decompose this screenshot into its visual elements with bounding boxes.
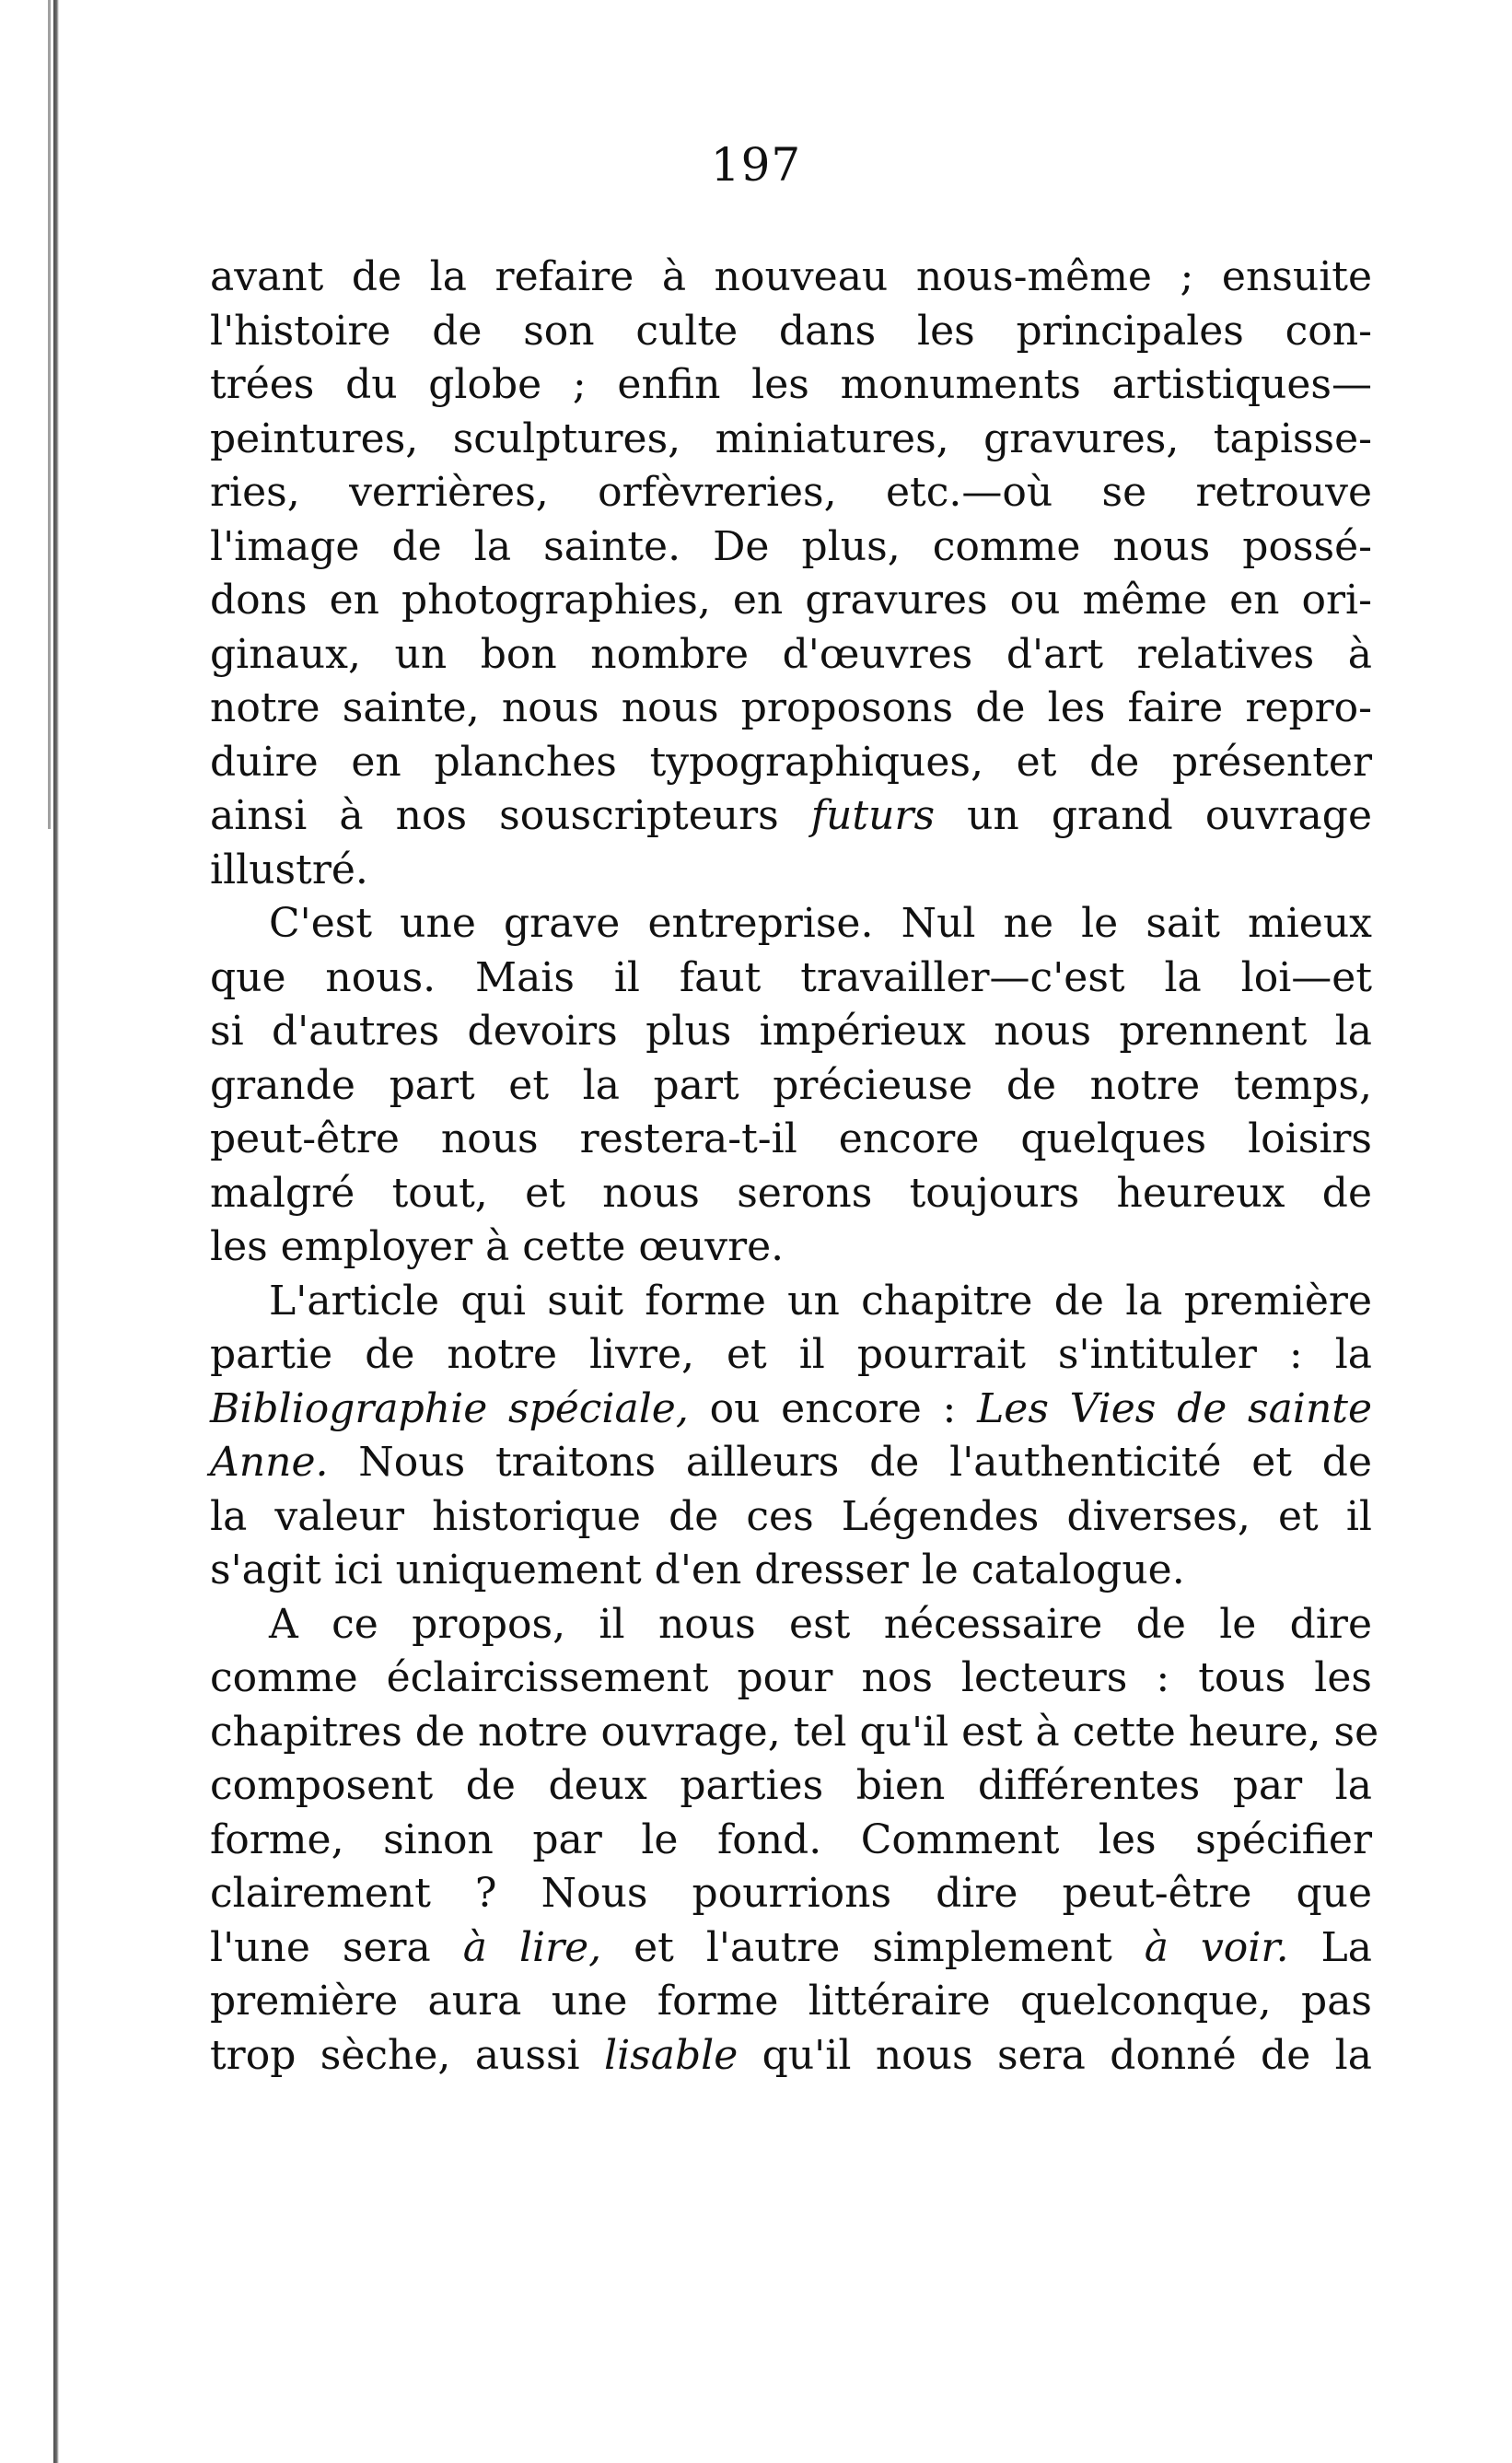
text-line xyxy=(210,574,1372,628)
text-run: composent de deux parties bien différentes par la xyxy=(210,1762,1372,1809)
italic-text: à lire, xyxy=(462,1923,602,1971)
text-line xyxy=(210,682,1372,736)
text-line xyxy=(210,1975,1372,2029)
text-run: A ce propos, il nous est nécessaire de le dire xyxy=(269,1600,1372,1648)
text-line xyxy=(210,1490,1372,1545)
text-line xyxy=(210,1652,1372,1706)
page-number: 197 xyxy=(710,138,802,192)
text-run: peut-être nous restera-t-il encore quelques loisirs xyxy=(210,1115,1372,1162)
text-run: partie de notre livre, et il pourrait s'intituler : la xyxy=(210,1331,1372,1378)
text-line xyxy=(210,251,1372,305)
text-line xyxy=(210,1328,1372,1383)
scan-binding-edge xyxy=(53,0,59,2463)
text-line xyxy=(210,1005,1372,1059)
text-line xyxy=(210,1275,1372,1329)
text-run: forme, sinon par le fond. Comment les spécifier xyxy=(210,1815,1372,1863)
text-run: comme éclaircissement pour nos lecteurs : tous les xyxy=(210,1654,1372,1701)
text-run: C'est une grave entreprise. Nul ne le sait mieux xyxy=(269,900,1372,947)
text-run: notre sainte, nous nous proposons de les faire repro- xyxy=(210,684,1372,731)
text-run: L'article qui suit forme un chapitre de la première xyxy=(269,1277,1372,1325)
text-line xyxy=(210,736,1372,790)
text-line xyxy=(210,1598,1372,1652)
text-run: peintures, sculptures, miniatures, gravures, tapisse- xyxy=(210,414,1372,462)
text-line xyxy=(210,1113,1372,1167)
text-line xyxy=(210,520,1372,575)
text-run: si d'autres devoirs plus impérieux nous prennent la xyxy=(210,1008,1372,1055)
text-run: La xyxy=(1288,1923,1372,1971)
text-run: et l'autre simplement xyxy=(601,1923,1145,1971)
text-line xyxy=(210,466,1372,520)
text-run: que nous. Mais il faut travailler—c'est la loi—et xyxy=(210,953,1372,1001)
italic-text: Anne. xyxy=(210,1439,329,1486)
text-line xyxy=(210,1220,1372,1275)
text-run: un grand ouvrage xyxy=(935,792,1372,839)
text-line xyxy=(210,1759,1372,1814)
text-line xyxy=(210,1706,1379,1760)
text-line xyxy=(210,1867,1372,1921)
text-run: ries, verrières, orfèvreries, etc.—où se retrouve xyxy=(210,469,1372,516)
text-line xyxy=(210,413,1372,467)
text-run: trop sèche, aussi xyxy=(210,2031,605,2079)
text-line xyxy=(210,897,1372,951)
italic-text: lisable xyxy=(604,2031,739,2079)
italic-text: Les Vies de sainte xyxy=(977,1384,1373,1432)
text-line xyxy=(210,1059,1372,1114)
text-run: grande part et la part précieuse de notre temps, xyxy=(210,1061,1372,1109)
text-line xyxy=(210,1167,1372,1221)
text-line xyxy=(210,951,1372,1006)
text-run: qu'il nous sera donné de la xyxy=(738,2031,1372,2079)
text-line xyxy=(210,1436,1372,1490)
text-line xyxy=(210,628,1372,683)
text-line xyxy=(210,305,1372,359)
text-line xyxy=(210,358,1372,413)
text-run: la valeur historique de ces Légendes diverses, et il xyxy=(210,1492,1372,1540)
text-run: duire en planches typographiques, et de présenter xyxy=(210,738,1372,786)
text-run: chapitres de notre ouvrage, tel qu'il est à cette heure, se xyxy=(210,1708,1379,1756)
text-line xyxy=(210,844,1372,898)
text-run: dons en photographies, en gravures ou même en ori- xyxy=(210,577,1372,624)
text-run: l'histoire de son culte dans les principales con- xyxy=(210,307,1372,355)
text-line xyxy=(210,2029,1372,2084)
text-run: ainsi à nos souscripteurs xyxy=(210,792,811,839)
text-line xyxy=(210,1921,1372,1976)
italic-text: Bibliographie spéciale, xyxy=(210,1384,689,1432)
italic-text: futurs xyxy=(810,792,936,839)
text-run: Nous traitons ailleurs de l'authenticité et de xyxy=(328,1439,1372,1486)
text-run: ou encore : xyxy=(688,1384,978,1432)
text-run: l'une sera xyxy=(210,1923,463,1971)
text-run: s'agit ici uniquement d'en dresser le catalogue. xyxy=(210,1547,1185,1593)
text-run: première aura une forme littéraire quelconque, pas xyxy=(210,1978,1372,2025)
text-line xyxy=(210,1814,1372,1868)
text-run: trées du globe ; enfin les monuments artistiques— xyxy=(210,361,1372,408)
text-line xyxy=(210,1383,1372,1437)
scan-binding-shadow xyxy=(48,0,51,829)
text-run: malgré tout, et nous serons toujours heureux de xyxy=(210,1169,1372,1217)
text-run: l'image de la sainte. De plus, comme nous possé- xyxy=(210,522,1372,570)
body-text xyxy=(210,251,1379,2083)
text-run: ginaux, un bon nombre d'œuvres d'art relatives à xyxy=(210,630,1372,678)
text-line xyxy=(210,1544,1372,1598)
text-line xyxy=(210,789,1372,844)
text-run: illustré. xyxy=(210,846,368,893)
text-run: les employer à cette œuvre. xyxy=(210,1223,785,1270)
text-run: avant de la refaire à nouveau nous-même ; ensuite xyxy=(210,253,1372,300)
italic-text: à voir. xyxy=(1144,1923,1289,1971)
text-run: clairement ? Nous pourrions dire peut-être que xyxy=(210,1870,1372,1917)
